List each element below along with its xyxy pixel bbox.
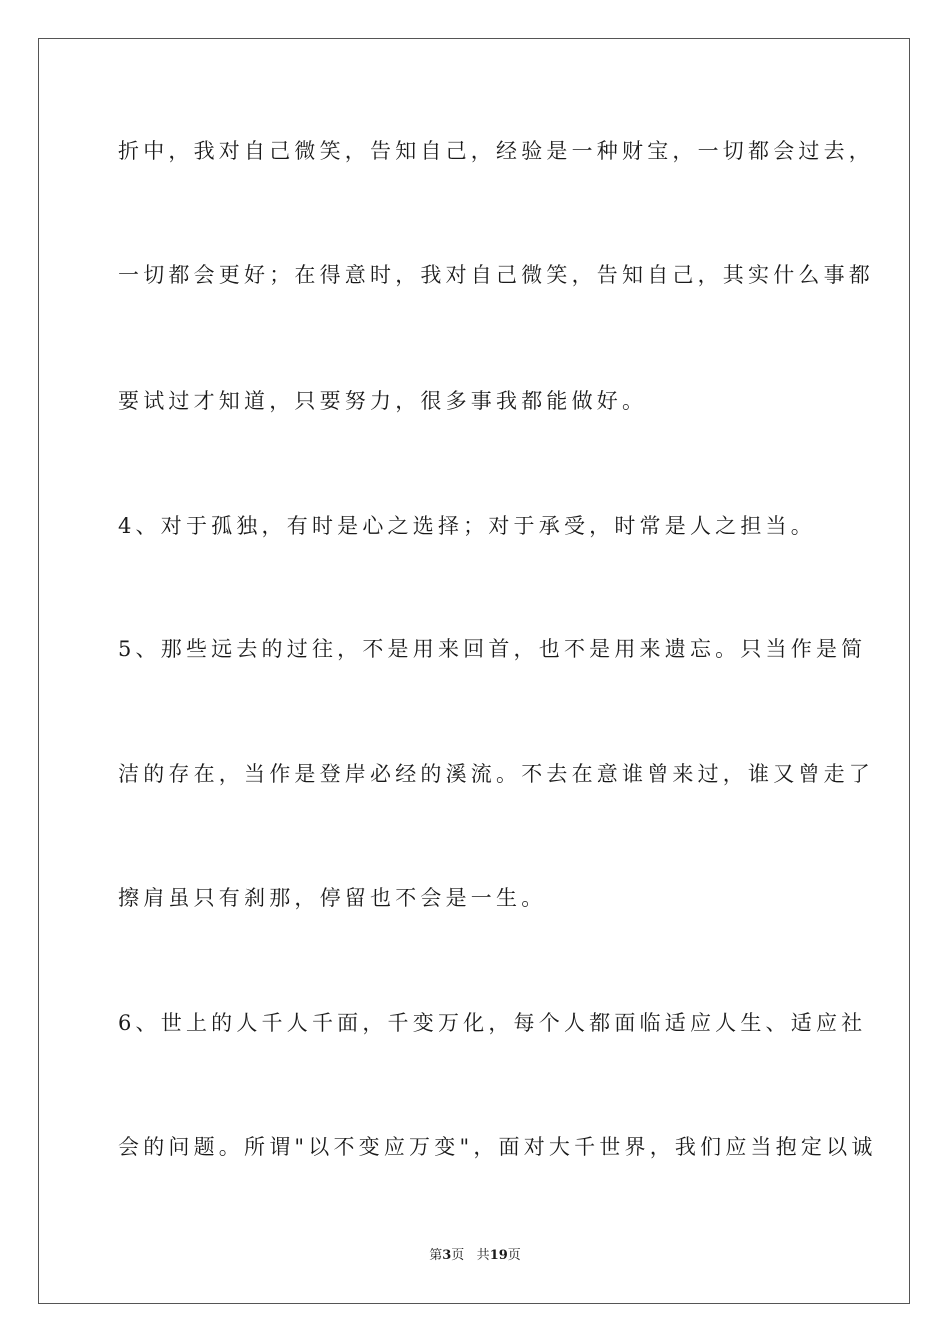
paragraph-line: 洁的存在，当作是登岸必经的溪流。不去在意谁曾来过，谁又曾走了 (118, 762, 874, 786)
total-pages-number: 19 (489, 1248, 508, 1263)
page-number-prefix: 第 (429, 1248, 443, 1263)
page-border (38, 38, 910, 1304)
paragraph-line: 擦肩虽只有刹那，停留也不会是一生。 (118, 886, 547, 910)
paragraph-line: 要试过才知道，只要努力，很多事我都能做好。 (118, 389, 648, 413)
paragraph-line: 6、世上的人千人千面，千变万化，每个人都面临适应人生、适应社 (118, 1011, 867, 1035)
current-page-number: 3 (442, 1248, 452, 1263)
paragraph-line: 折中，我对自己微笑，告知自己，经验是一种财宝，一切都会过去， (118, 139, 874, 163)
paragraph-line: 5、那些远去的过往，不是用来回首，也不是用来遗忘。只当作是简 (118, 637, 867, 661)
page-footer (0, 1246, 950, 1266)
page-number-suffix: 页 (451, 1248, 465, 1263)
paragraph-line: 一切都会更好；在得意时，我对自己微笑，告知自己，其实什么事都 (118, 263, 874, 287)
paragraph-line: 4、对于孤独，有时是心之选择；对于承受，时常是人之担当。 (118, 514, 816, 538)
paragraph-line: 会的问题。所谓"以不变应万变"，面对大千世界，我们应当抱定以诚 (118, 1135, 877, 1159)
total-pages-prefix: 共 (476, 1248, 490, 1263)
total-pages-suffix: 页 (507, 1248, 521, 1263)
